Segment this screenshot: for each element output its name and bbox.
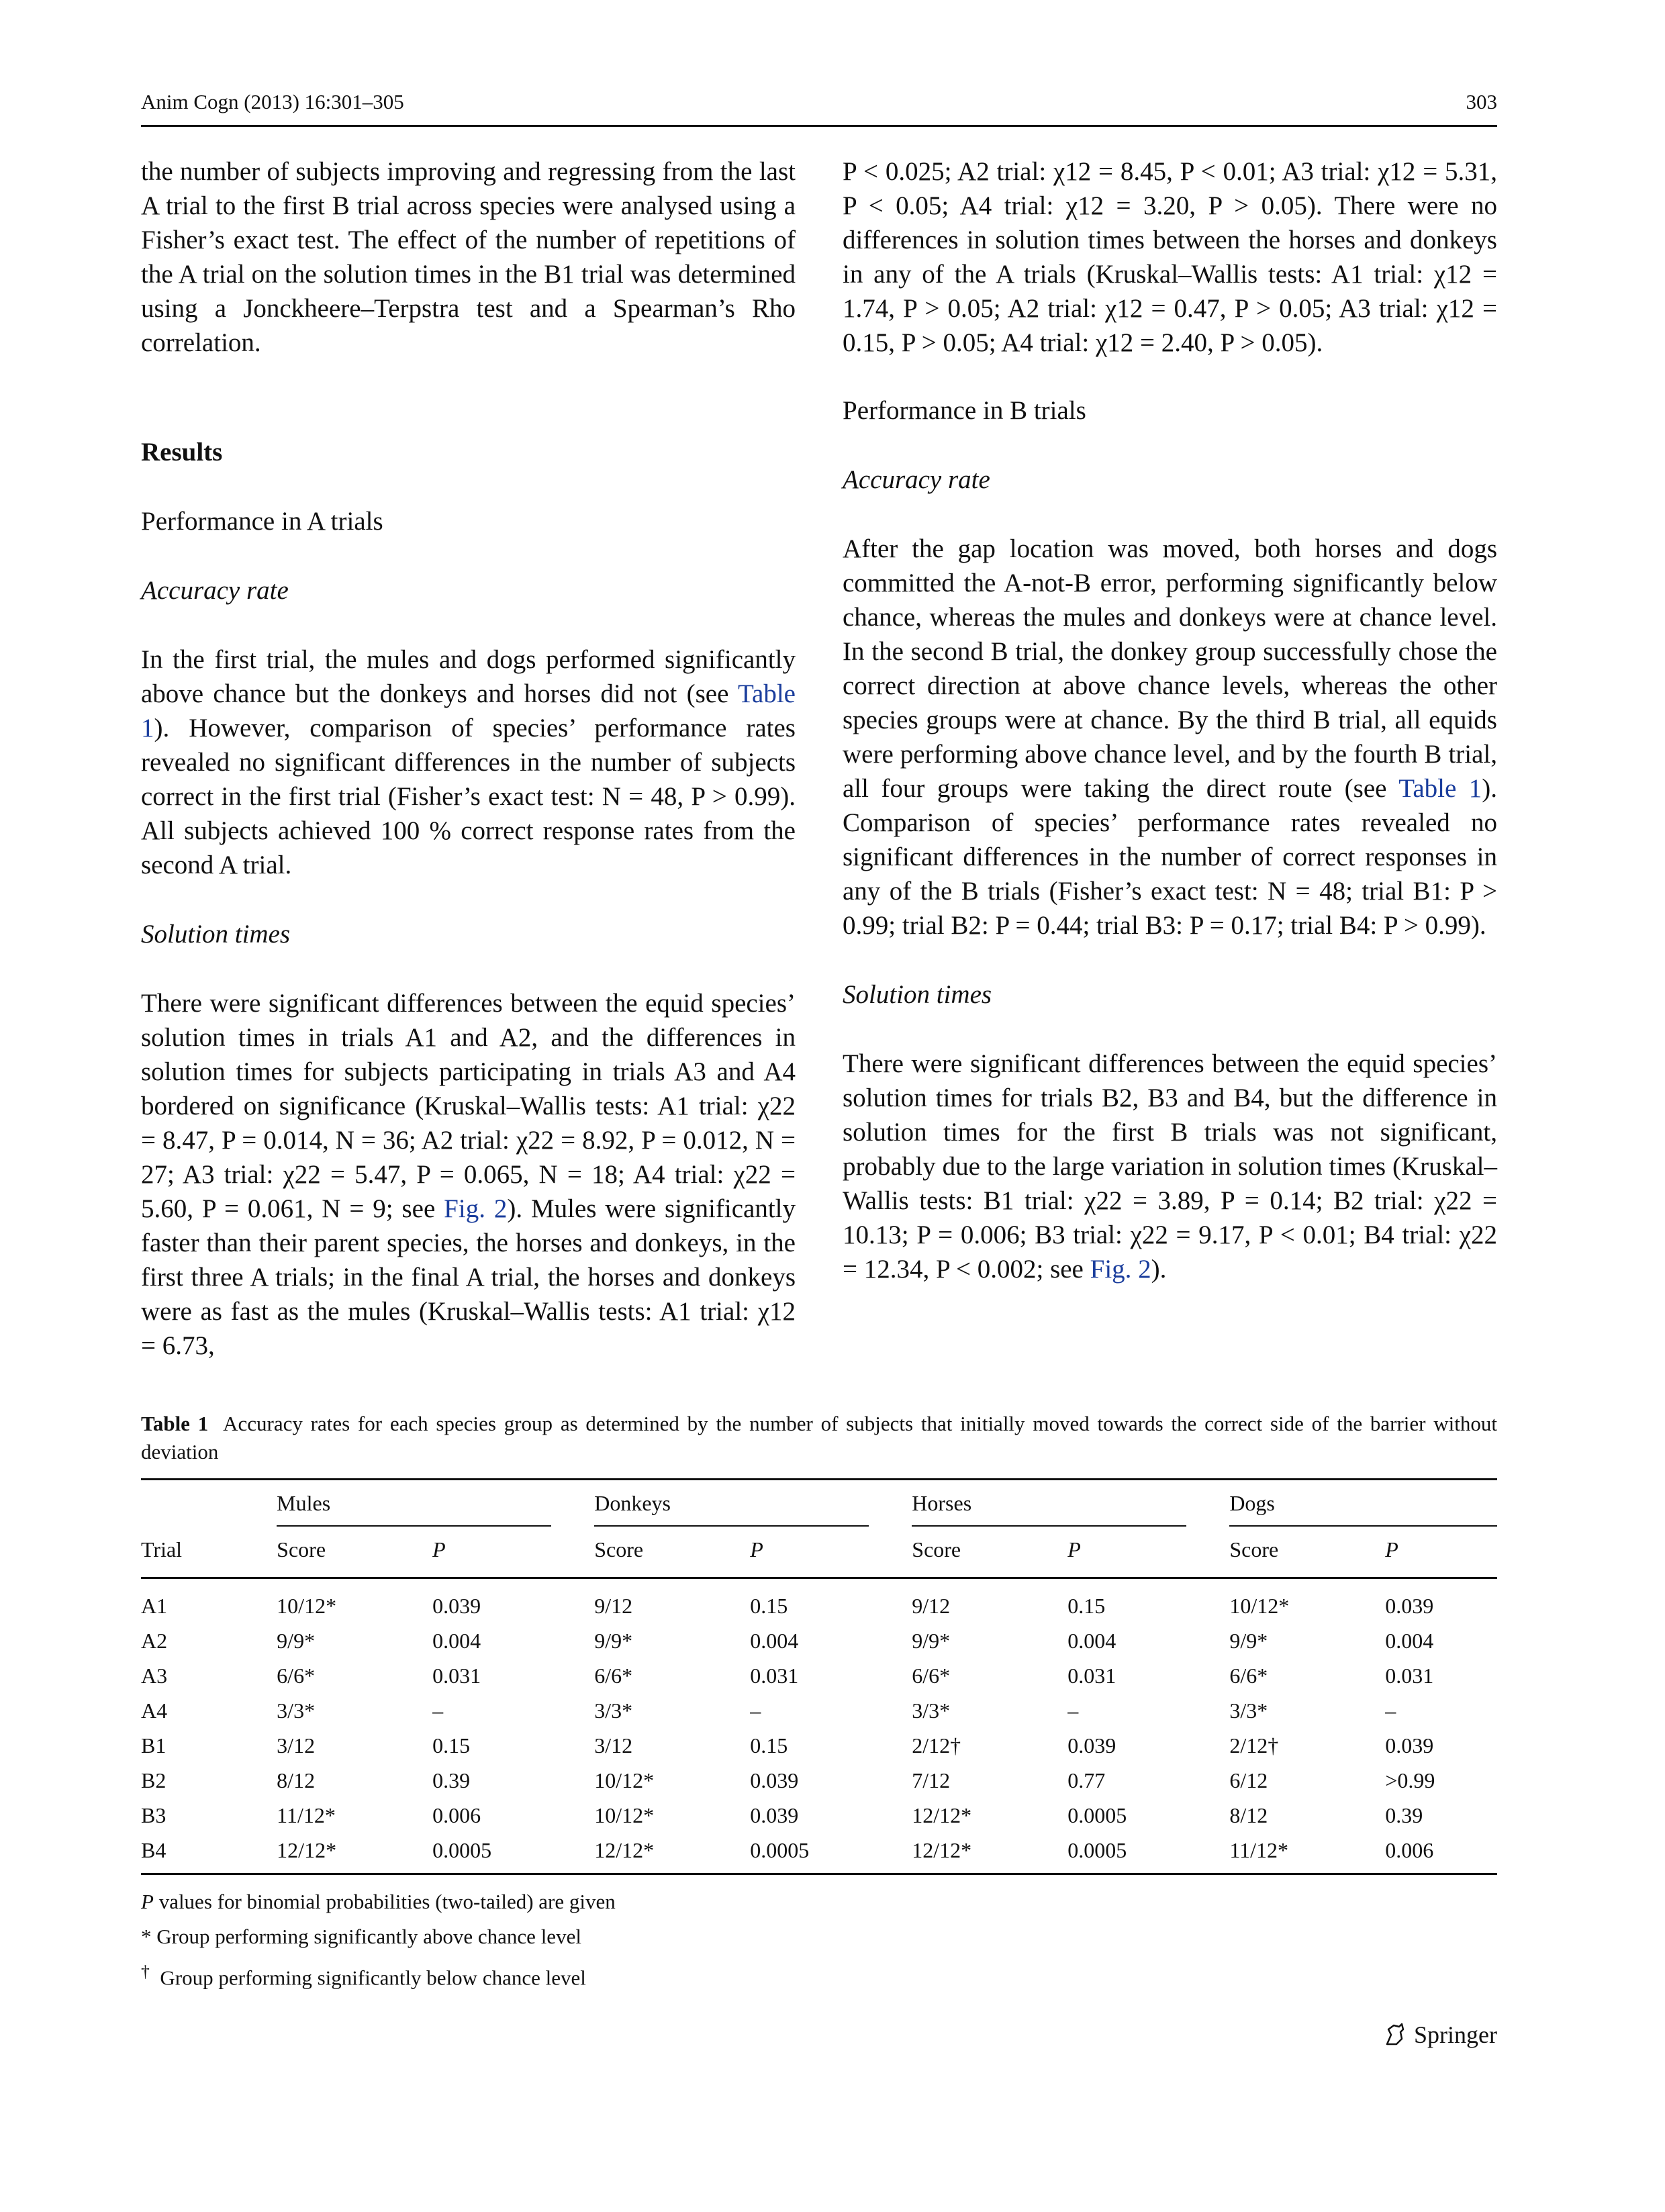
score-cell: 6/6* — [912, 1663, 951, 1688]
p-value-cell: 0.031 — [1385, 1663, 1434, 1688]
score-cell: 9/12 — [594, 1593, 633, 1618]
p-value-cell: 0.004 — [1067, 1628, 1116, 1653]
p-value-cell: 0.031 — [432, 1663, 481, 1688]
score-cell: 10/12* — [594, 1802, 655, 1827]
group-header-mules: Mules — [277, 1480, 551, 1527]
note-p-values: P values for binomial probabilities (two-tailed) are given — [141, 1890, 616, 1913]
score-cell: 3/3* — [277, 1698, 316, 1723]
solution-times-heading-b: Solution times — [843, 980, 992, 1009]
note-below-chance: † Group performing significantly below chance level — [141, 1962, 586, 1990]
table-row — [141, 1658, 1497, 1693]
p-value-cell: 0.039 — [1067, 1733, 1116, 1758]
p-value-cell: 0.0005 — [1067, 1802, 1127, 1827]
score-cell: 9/9* — [277, 1628, 316, 1653]
score-cell: 12/12* — [277, 1837, 337, 1862]
fisher-stat: N = 48, P > 0.99 — [602, 782, 781, 811]
score-cell: 6/12 — [1229, 1768, 1268, 1792]
score-cell: 9/9* — [1229, 1628, 1268, 1653]
running-header — [141, 87, 1497, 127]
p-value-cell: 0.039 — [432, 1593, 481, 1618]
p-value-cell: – — [750, 1698, 761, 1723]
p-value-cell: – — [432, 1698, 444, 1723]
p-header: P — [750, 1537, 763, 1561]
table-row — [141, 1833, 1497, 1874]
right-column — [843, 154, 1497, 1286]
p-value-cell: 0.004 — [432, 1628, 481, 1653]
p-header: P — [1067, 1537, 1081, 1561]
table-notes — [141, 1884, 1497, 1995]
table-1 — [141, 1410, 1497, 1995]
score-cell: 3/3* — [1229, 1698, 1268, 1723]
p-value-cell: 0.039 — [750, 1768, 799, 1792]
score-cell: 12/12* — [912, 1802, 972, 1827]
score-cell: 11/12* — [1229, 1837, 1289, 1862]
page-number: 303 — [1466, 90, 1497, 113]
p-value-cell: 0.031 — [750, 1663, 799, 1688]
table-caption: Table 1 Accuracy rates for each species group as determined by the number of subjects that initially moved towards the correct side of the barrier without deviation — [141, 1412, 1497, 1463]
group-header-horses: Horses — [912, 1480, 1186, 1527]
springer-logo — [1382, 2021, 1497, 2049]
results-heading: Results — [141, 438, 223, 467]
p-value-cell: 0.15 — [750, 1593, 788, 1618]
accuracy-table — [141, 1478, 1497, 1875]
p-value-cell: 0.039 — [1385, 1593, 1434, 1618]
score-cell: 2/12† — [1229, 1733, 1279, 1758]
trial-cell: B3 — [141, 1802, 166, 1827]
p-value-cell: 0.77 — [1067, 1768, 1106, 1792]
trial-cell: A4 — [141, 1698, 168, 1723]
p-value-cell: – — [1385, 1698, 1396, 1723]
intro-paragraph: the number of subjects improving and regressing from the last A trial to the first B trial across species were analysed using a Fisher’s exact test. The effect of the number of repetitions of the A trial on the solution times in the B1 trial was determined using a Jonckheere–Terpstra test and a Spearman’s Rho correlation. — [141, 157, 796, 357]
p-value-cell: 0.006 — [432, 1802, 481, 1827]
p-value-cell: 0.0005 — [432, 1837, 492, 1862]
p-value-cell: 0.004 — [750, 1628, 799, 1653]
score-cell: 6/6* — [1229, 1663, 1268, 1688]
solution-times-heading-a: Solution times — [141, 920, 291, 949]
score-header: Score — [594, 1537, 644, 1561]
table-row — [141, 1728, 1497, 1763]
score-cell: 9/9* — [594, 1628, 633, 1653]
score-cell: 9/12 — [912, 1593, 951, 1618]
accuracy-rate-heading-b: Accuracy rate — [843, 465, 990, 494]
solution-paragraph-b: There were significant differences between the equid species’ solution times for trials B2, B3 and B4, but the difference in solution times for the first B trials was not significant, probably due to the large variation in solution times (Kruskal–Wallis tests: B1 trial: χ22 = 3.89, P = 0.14; B2 trial: χ22 = 10.13; P = 0.006; B3 trial: χ22 = 9.17, P < 0.01; B4 trial: χ22 = 12.34, P < 0.002; see Fig. 2). — [843, 1049, 1497, 1284]
score-cell: 12/12* — [594, 1837, 655, 1862]
score-cell: 7/12 — [912, 1768, 951, 1792]
table-row — [141, 1578, 1497, 1624]
solution-paragraph-a: There were significant differences between the equid species’ solution times in trials A1 and A2, and the differences in solution times for subjects participating in trials A3 and A4 bordered on significance (Kruskal–Wallis tests: A1 trial: χ22 = 8.47, P = 0.014, N = 36; A2 trial: χ22 = 8.92, P = 0.012, N = 27; A3 trial: χ22 = 5.47, P = 0.065, N = 18; A4 trial: χ22 = 5.60, P = 0.061, N = 9; see Fig. 2). Mules were significantly faster than their parent species, the horses and donkeys, in the first three A trials; in the final A trial, the horses and donkeys were as fast as the mules (Kruskal–Wallis tests: A1 trial: χ12 = 6.73, — [141, 989, 796, 1360]
p-header: P — [1385, 1537, 1398, 1561]
p-value-cell: 0.39 — [1385, 1802, 1423, 1827]
springer-horse-icon — [1382, 2021, 1409, 2048]
table-row — [141, 1623, 1497, 1658]
score-cell: 3/12 — [594, 1733, 633, 1758]
table-1-link-b[interactable]: Table 1 — [1398, 774, 1482, 803]
p-value-cell: – — [1067, 1698, 1079, 1723]
performance-a-heading: Performance in A trials — [141, 507, 383, 536]
trial-cell: A1 — [141, 1593, 168, 1618]
score-header: Score — [1229, 1537, 1279, 1561]
score-cell: 9/9* — [912, 1628, 951, 1653]
group-header-dogs: Dogs — [1229, 1480, 1497, 1527]
note-above-chance: * Group performing significantly above chance level — [141, 1925, 581, 1948]
score-header: Score — [277, 1537, 326, 1561]
p-header: P — [432, 1537, 446, 1561]
journal-citation: Anim Cogn (2013) 16:301–305 — [141, 90, 404, 113]
table-row — [141, 1763, 1497, 1798]
score-cell: 3/12 — [277, 1733, 316, 1758]
trial-cell: A2 — [141, 1628, 168, 1653]
p-value-cell: 0.039 — [1385, 1733, 1434, 1758]
accuracy-paragraph-a: In the first trial, the mules and dogs performed significantly above chance but the donkeys and horses did not (see Table 1). However, comparison of species’ performance rates revealed no significant differences in the number of subjects correct in the first trial (Fisher’s exact test: N = 48, P > 0.99). All subjects achieved 100 % correct response rates from the second A trial. — [141, 645, 796, 879]
trial-cell: B2 — [141, 1768, 166, 1792]
accuracy-paragraph-b: After the gap location was moved, both horses and dogs committed the A-not-B error, performing significantly below chance, whereas the mules and donkeys were at chance level. In the second B trial, the donkey group successfully chose the correct direction at above chance levels, whereas the other species groups were at chance. By the third B trial, all equids were performing above chance level, and by the fourth B trial, all four groups were taking the direct route (see Table 1). Comparison of species’ performance rates revealed no significant differences in the number of correct responses in any of the B trials (Fisher’s exact test: N = 48; trial B1: P > 0.99; trial B2: P = 0.44; trial B3: P = 0.17; trial B4: P > 0.99). — [843, 534, 1497, 940]
p-value-cell: 0.006 — [1385, 1837, 1434, 1862]
group-header-donkeys: Donkeys — [594, 1480, 869, 1527]
fig-2-link[interactable]: Fig. 2 — [444, 1194, 508, 1223]
publisher-name: Springer — [1414, 2021, 1497, 2048]
score-cell: 12/12* — [912, 1837, 972, 1862]
left-column — [141, 154, 796, 1363]
score-cell: 6/6* — [277, 1663, 316, 1688]
table-row — [141, 1693, 1497, 1728]
table-row — [141, 1798, 1497, 1833]
table-1-link[interactable]: Table 1 — [141, 679, 796, 742]
p-value-cell: 0.39 — [432, 1768, 471, 1792]
score-cell: 8/12 — [277, 1768, 316, 1792]
p-value-cell: 0.031 — [1067, 1663, 1116, 1688]
score-cell: 6/6* — [594, 1663, 633, 1688]
score-cell: 3/3* — [594, 1698, 633, 1723]
p-value-cell: >0.99 — [1385, 1768, 1435, 1792]
p-value-cell: 0.039 — [750, 1802, 799, 1827]
accuracy-rate-heading-a: Accuracy rate — [141, 576, 289, 605]
p-value-cell: 0.15 — [750, 1733, 788, 1758]
score-cell: 11/12* — [277, 1802, 336, 1827]
fig-2-link-b[interactable]: Fig. 2 — [1090, 1255, 1151, 1284]
trial-cell: A3 — [141, 1663, 168, 1688]
trial-cell: B4 — [141, 1837, 166, 1862]
p-value-cell: 0.15 — [432, 1733, 471, 1758]
score-cell: 10/12* — [594, 1768, 655, 1792]
score-header: Score — [912, 1537, 961, 1561]
score-cell: 3/3* — [912, 1698, 951, 1723]
performance-b-heading: Performance in B trials — [843, 396, 1086, 425]
p-value-cell: 0.0005 — [1067, 1837, 1127, 1862]
p-value-cell: 0.004 — [1385, 1628, 1434, 1653]
continued-paragraph: P < 0.025; A2 trial: χ12 = 8.45, P < 0.01; A3 trial: χ12 = 5.31, P < 0.05; A4 trial: χ12 = 3.20, P > 0.05). There were no differences in solution times between the horses and donkeys in any of the A trials (Kruskal–Wallis tests: A1 trial: χ12 = 1.74, P > 0.05; A2 trial: χ12 = 0.47, P > 0.05; A3 trial: χ12 = 0.15, P > 0.05; A4 trial: χ12 = 2.40, P > 0.05). — [843, 157, 1497, 357]
score-cell: 10/12* — [1229, 1593, 1290, 1618]
score-cell: 8/12 — [1229, 1802, 1268, 1827]
trial-header: Trial — [141, 1537, 183, 1561]
p-value-cell: 0.15 — [1067, 1593, 1106, 1618]
score-cell: 10/12* — [277, 1593, 337, 1618]
trial-cell: B1 — [141, 1733, 166, 1758]
score-cell: 2/12† — [912, 1733, 961, 1758]
p-value-cell: 0.0005 — [750, 1837, 810, 1862]
